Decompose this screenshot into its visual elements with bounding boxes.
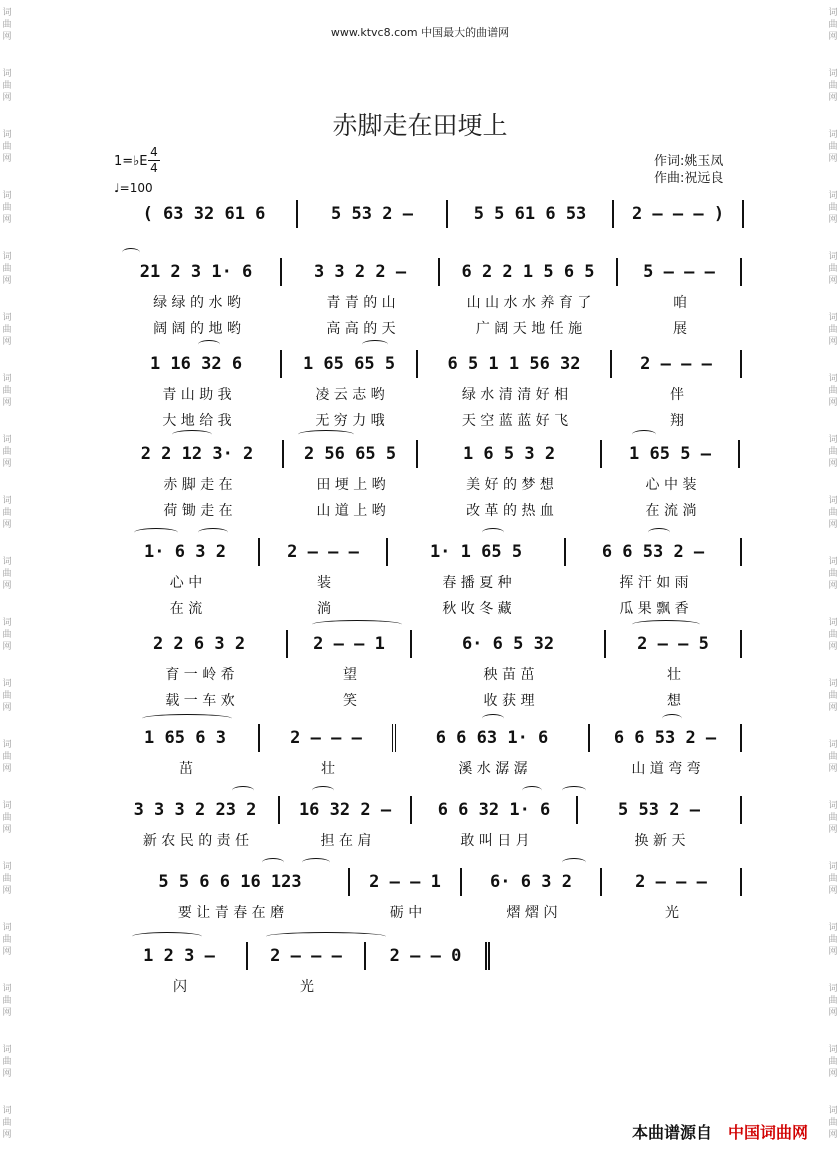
lyrics-verse-2	[112, 690, 757, 710]
slur-mark	[562, 858, 586, 867]
slur-mark	[662, 714, 682, 723]
lyric-segment: 茁	[179, 761, 193, 777]
slur-mark	[198, 340, 220, 349]
lyric-segment: 翔	[670, 413, 684, 429]
lyric-segment: 绿 水 清 清 好 相	[461, 387, 569, 403]
footer-source	[632, 1120, 808, 1143]
lyric-segment: 美 好 的 梦 想	[466, 477, 554, 493]
lyric-segment: 秋 收 冬 藏	[442, 601, 512, 617]
lyric-segment: 挥 汗 如 雨	[619, 575, 689, 591]
lyrics-verse-1	[112, 474, 757, 494]
lyrics-verse-2	[112, 318, 757, 338]
lyric-segment: 天 空 蓝 蓝 好 飞	[461, 413, 569, 429]
measure: 2 2 12 3· 2	[112, 440, 284, 468]
measure: 2 – – 5	[606, 630, 742, 658]
measure: 3 3 2 2 –	[282, 258, 440, 286]
measure: 1· 6 3 2	[112, 538, 260, 566]
measure: 2 2 6 3 2	[112, 630, 288, 658]
slur-mark	[232, 786, 254, 795]
composer-credit: 作曲:祝远良	[654, 171, 724, 186]
lyric-segment: 瓜 果 飘 香	[619, 601, 689, 617]
slur-mark	[482, 714, 504, 723]
lyrics-verse-1	[112, 902, 757, 922]
right-watermark-strip: 词 曲 网 词 曲 网 词 曲 网 词 曲 网 词 曲 网 词 曲 网 词 曲 网 词 曲 网 词 曲 网 词 曲 网 词 曲 网 词 曲 网 词 曲 网 词 曲 网 词 曲 网 词 曲 网 词 曲 网 词 曲 网 词 曲 网	[828, 8, 838, 1140]
footer-source-label: 本曲谱源自	[631, 1123, 712, 1142]
measure: 6 6 63 1· 6	[396, 724, 590, 752]
measure: 6 2 2 1 5 6 5	[440, 258, 618, 286]
measure: 2 – – –	[260, 724, 396, 752]
lyric-segment: 伴	[670, 387, 684, 403]
slur-mark	[362, 340, 388, 349]
notation-line	[112, 258, 757, 286]
lyric-segment: 想	[667, 693, 681, 709]
lyric-segment: 大 地 给 我	[162, 413, 232, 429]
lyric-segment: 心 中	[169, 575, 203, 591]
lyric-segment: 要 让 青 春 在 磨	[177, 905, 285, 921]
tempo-marking: ♩=100	[114, 181, 153, 195]
notation-line	[112, 796, 757, 824]
lyric-segment: 熠 熠 闪	[506, 905, 558, 921]
lyric-segment: 青 青 的 山	[326, 295, 396, 311]
site-header: www.ktvc8.com 中国最大的曲谱网	[330, 26, 510, 39]
notation-line	[112, 868, 757, 896]
slur-mark	[482, 528, 504, 537]
notation-line	[112, 200, 757, 228]
measure: 6· 6 5 32	[412, 630, 606, 658]
time-signature-bottom: 4	[150, 161, 158, 175]
lyric-segment: 敢 叫 日 月	[460, 833, 530, 849]
slur-mark	[522, 786, 542, 795]
lyrics-verse-1	[112, 384, 757, 404]
lyric-segment: 荷 锄 走 在	[163, 503, 233, 519]
lyrics-verse-2	[112, 500, 757, 520]
lyric-segment: 淌	[317, 601, 331, 617]
lyric-segment: 田 埂 上 哟	[316, 477, 386, 493]
lyric-segment: 春 播 夏 种	[442, 575, 512, 591]
lyric-segment: 绿 绿 的 水 哟	[153, 295, 241, 311]
notation-line	[112, 538, 757, 566]
measure: 1 65 65 5	[282, 350, 418, 378]
measure: 6 6 53 2 –	[566, 538, 742, 566]
lyrics-verse-2	[112, 410, 757, 430]
measure: 5 53 2 –	[578, 796, 742, 824]
lyric-segment: 凌 云 志 哟	[315, 387, 385, 403]
notation-line	[112, 440, 757, 468]
notation-line	[112, 724, 757, 752]
lyric-segment: 砺 中	[389, 905, 423, 921]
slur-mark	[312, 620, 402, 629]
measure: 5 5 6 6 16 123	[112, 868, 350, 896]
time-signature-top: 4	[150, 145, 158, 159]
measure: 1 2 3 –	[112, 942, 248, 970]
lyrics-verse-1	[112, 572, 757, 592]
lyric-segment: 咱	[673, 295, 687, 311]
slur-mark	[142, 714, 232, 723]
lyric-segment: 装	[317, 575, 331, 591]
slur-mark	[122, 248, 140, 257]
measure: 2 – – – )	[614, 200, 744, 228]
lyrics-verse-1	[112, 830, 757, 850]
lyric-segment: 阔 阔 的 地 哟	[153, 321, 241, 337]
lyric-segment: 载 一 车 欢	[165, 693, 235, 709]
lyric-segment: 光	[300, 979, 314, 995]
slur-mark	[298, 430, 354, 439]
lyric-segment: 展	[673, 321, 687, 337]
lyric-segment: 青 山 助 我	[162, 387, 232, 403]
measure: 6 6 32 1· 6	[412, 796, 578, 824]
lyric-segment: 在 流	[169, 601, 203, 617]
key-signature: 1=♭E	[114, 154, 148, 169]
lyric-segment: 秧 苗 茁	[483, 667, 535, 683]
measure: 21 2 3 1· 6	[112, 258, 282, 286]
measure: 1 65 6 3	[112, 724, 260, 752]
lyric-segment: 改 革 的 热 血	[466, 503, 554, 519]
lyrics-verse-1	[112, 664, 757, 684]
measure: 6 6 53 2 –	[590, 724, 742, 752]
lyrics-verse-2	[112, 598, 757, 618]
measure: 1 6 5 3 2	[418, 440, 602, 468]
lyric-segment: 溪 水 潺 潺	[458, 761, 528, 777]
lyric-segment: 赤 脚 走 在	[163, 477, 233, 493]
measure: 2 – – –	[602, 868, 742, 896]
measure: 2 56 65 5	[284, 440, 418, 468]
left-watermark-strip: 词 曲 网 词 曲 网 词 曲 网 词 曲 网 词 曲 网 词 曲 网 词 曲 网 词 曲 网 词 曲 网 词 曲 网 词 曲 网 词 曲 网 词 曲 网 词 曲 网 词 曲 网 词 曲 网 词 曲 网 词 曲 网 词 曲 网	[2, 8, 12, 1140]
measure: 2 – – –	[248, 942, 366, 970]
notation-line	[112, 942, 757, 970]
slur-mark	[632, 620, 700, 629]
slur-mark	[648, 528, 670, 537]
slur-mark	[266, 932, 386, 941]
measure: 5 53 2 –	[298, 200, 448, 228]
measure: 5 – – –	[618, 258, 742, 286]
lyrics-verse-1	[112, 976, 757, 996]
notation-line	[112, 630, 757, 658]
measure: 1 16 32 6	[112, 350, 282, 378]
slur-mark	[172, 430, 212, 439]
lyricist-credit: 作词:姚玉凤	[654, 154, 724, 169]
lyric-segment	[366, 976, 490, 996]
lyric-segment: 光	[665, 905, 679, 921]
measure: 2 – – –	[260, 538, 388, 566]
measure: 1 65 5 –	[602, 440, 740, 468]
measure: 1· 1 65 5	[388, 538, 566, 566]
footer-site-name[interactable]: 中国词曲网	[727, 1123, 808, 1142]
measure: 3 3 3 2 23 2	[112, 796, 280, 824]
lyric-segment: 新 农 民 的 责 任	[142, 833, 250, 849]
slur-mark	[132, 932, 202, 941]
lyric-segment: 壮	[321, 761, 335, 777]
slur-mark	[198, 528, 228, 537]
lyrics-verse-1	[112, 758, 757, 778]
measure: 5 5 61 6 53	[448, 200, 614, 228]
time-signature	[148, 146, 160, 175]
lyric-segment: 广 阔 天 地 任 施	[475, 321, 583, 337]
lyric-segment: 笑	[343, 693, 357, 709]
measure: 6 5 1 1 56 32	[418, 350, 612, 378]
measure: 2 – – 1	[350, 868, 462, 896]
lyric-segment: 壮	[667, 667, 681, 683]
lyric-segment: 收 获 理	[483, 693, 535, 709]
lyrics-verse-1	[112, 292, 757, 312]
measure: 2 – – 1	[288, 630, 412, 658]
measure: 16 32 2 –	[280, 796, 412, 824]
lyric-segment: 山 道 上 哟	[316, 503, 386, 519]
measure: 6· 6 3 2	[462, 868, 602, 896]
lyric-segment: 担 在 肩	[320, 833, 372, 849]
lyric-segment: 无 穷 力 哦	[315, 413, 385, 429]
credits	[654, 153, 723, 187]
measure: 2 – – –	[612, 350, 742, 378]
measure: 2 – – 0	[366, 942, 490, 970]
slur-mark	[262, 858, 284, 867]
lyric-segment: 在 流 淌	[645, 503, 697, 519]
slur-mark	[134, 528, 178, 537]
lyric-segment: 山 山 水 水 养 育 了	[466, 295, 592, 311]
score-title: 赤脚走在田埂上	[332, 111, 508, 140]
slur-mark	[302, 858, 330, 867]
notation-line	[112, 350, 757, 378]
lyric-segment: 育 一 岭 希	[165, 667, 235, 683]
slur-mark	[632, 430, 656, 439]
lyric-segment: 高 高 的 天	[326, 321, 396, 337]
lyric-segment: 闪	[173, 979, 187, 995]
lyric-segment: 心 中 装	[645, 477, 697, 493]
lyric-segment: 望	[343, 667, 357, 683]
slur-mark	[312, 786, 334, 795]
measure: ( 63 32 61 6	[112, 200, 298, 228]
lyric-segment: 山 道 弯 弯	[631, 761, 701, 777]
slur-mark	[562, 786, 586, 795]
lyric-segment: 换 新 天	[634, 833, 686, 849]
